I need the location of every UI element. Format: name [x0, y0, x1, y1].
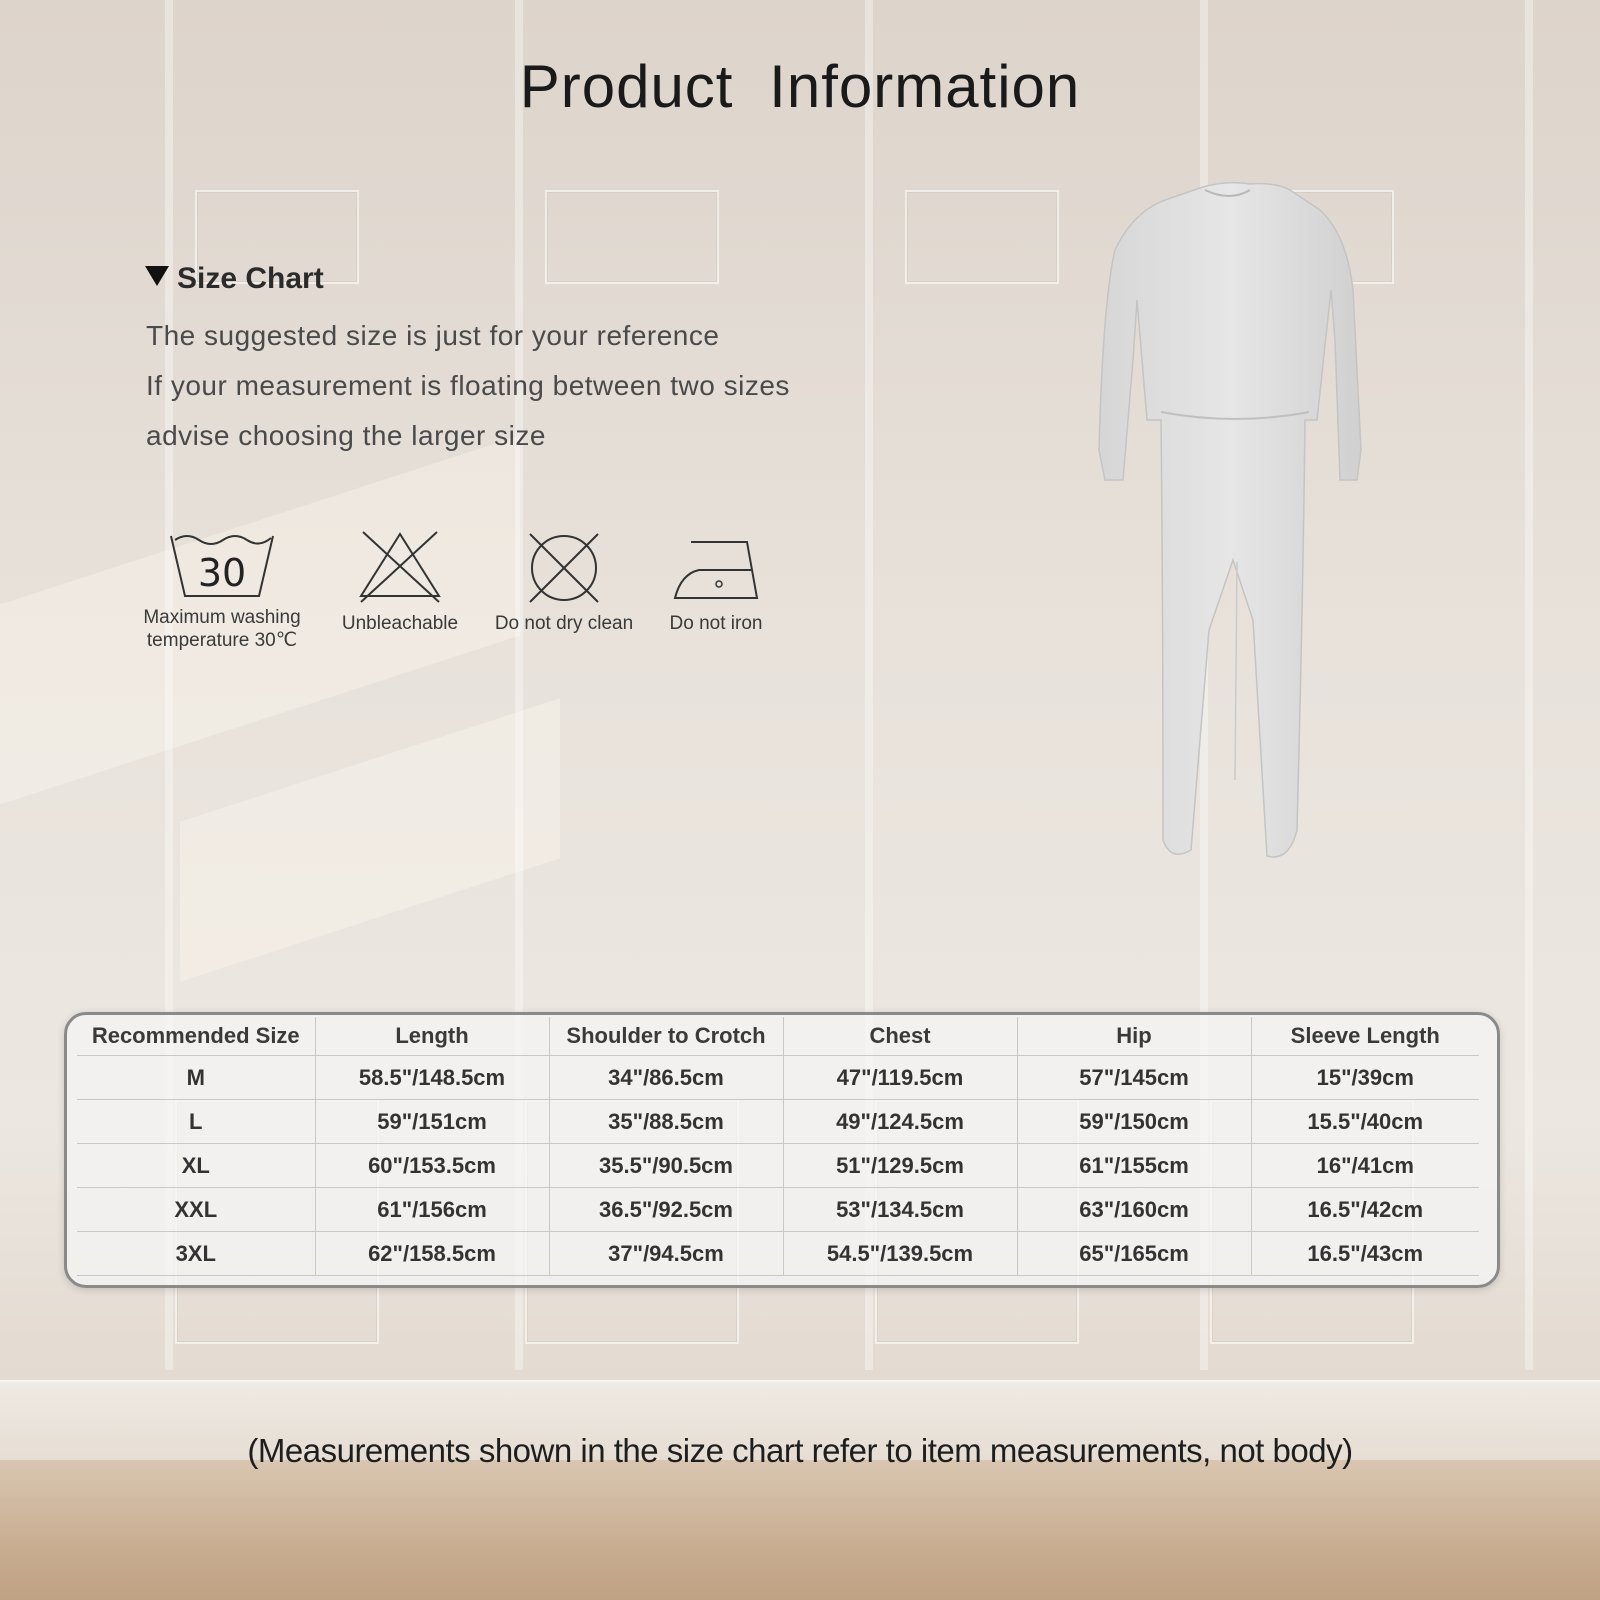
page-title: Product Information	[519, 53, 1081, 120]
table-cell: 58.5"/148.5cm	[315, 1056, 549, 1100]
table-cell: L	[77, 1100, 315, 1144]
care-item-dry-clean	[488, 530, 640, 635]
size-note-line: The suggested size is just for your reference	[146, 320, 720, 351]
care-label: Do not dry clean	[494, 613, 634, 634]
column-header: Chest	[783, 1017, 1017, 1056]
table-row	[77, 1100, 1479, 1144]
care-label: Unbleachable	[341, 613, 459, 634]
jumpsuit-image	[1085, 180, 1395, 880]
table-cell: 53"/134.5cm	[783, 1188, 1017, 1232]
table-header-row	[77, 1017, 1479, 1056]
wall-panel	[545, 190, 719, 284]
column-header: Hip	[1017, 1017, 1251, 1056]
table-row	[77, 1056, 1479, 1100]
table-cell: 15.5"/40cm	[1251, 1100, 1479, 1144]
care-label: temperature 30℃	[146, 630, 298, 651]
table-row	[77, 1188, 1479, 1232]
care-item-bleach	[332, 530, 468, 635]
table-cell: XL	[77, 1144, 315, 1188]
table-cell: 63"/160cm	[1017, 1188, 1251, 1232]
wall-pillar	[1525, 0, 1533, 1370]
table-cell: XXL	[77, 1188, 315, 1232]
table-cell: 37"/94.5cm	[549, 1232, 783, 1276]
triangle-down-icon	[145, 266, 169, 286]
size-chart-heading-label: Size Chart	[177, 262, 324, 295]
table-cell: 54.5"/139.5cm	[783, 1232, 1017, 1276]
table-cell: M	[77, 1056, 315, 1100]
care-label: Maximum washing	[143, 607, 301, 628]
no-iron-icon	[671, 530, 761, 606]
table-cell: 60"/153.5cm	[315, 1144, 549, 1188]
table-cell: 47"/119.5cm	[783, 1056, 1017, 1100]
table-cell: 36.5"/92.5cm	[549, 1188, 783, 1232]
size-table	[77, 1017, 1479, 1276]
wood-floor	[0, 1460, 1600, 1600]
table-cell: 16.5"/42cm	[1251, 1188, 1479, 1232]
table-cell: 57"/145cm	[1017, 1056, 1251, 1100]
table-cell: 51"/129.5cm	[783, 1144, 1017, 1188]
measurement-footnote: (Measurements shown in the size chart refer to item measurements, not body)	[247, 1432, 1353, 1469]
size-table-frame	[64, 1012, 1500, 1288]
table-cell: 61"/155cm	[1017, 1144, 1251, 1188]
table-cell: 3XL	[77, 1232, 315, 1276]
table-cell: 16"/41cm	[1251, 1144, 1479, 1188]
wash-temperature: 30	[197, 551, 247, 595]
no-dry-clean-icon	[526, 530, 602, 606]
table-cell: 16.5"/43cm	[1251, 1232, 1479, 1276]
table-cell: 61"/156cm	[315, 1188, 549, 1232]
no-bleach-icon	[357, 530, 443, 606]
column-header: Recommended Size	[77, 1017, 315, 1056]
table-row	[77, 1144, 1479, 1188]
table-cell: 65"/165cm	[1017, 1232, 1251, 1276]
column-header: Shoulder to Crotch	[549, 1017, 783, 1056]
care-item-iron	[656, 530, 776, 635]
care-item-wash	[136, 530, 308, 652]
table-cell: 35"/88.5cm	[549, 1100, 783, 1144]
size-chart-heading	[145, 262, 324, 296]
care-label: Do not iron	[669, 613, 763, 634]
table-cell: 49"/124.5cm	[783, 1100, 1017, 1144]
table-cell: 34"/86.5cm	[549, 1056, 783, 1100]
column-header: Sleeve Length	[1251, 1017, 1479, 1056]
size-note-line: If your measurement is floating between two sizes	[146, 370, 790, 401]
table-cell: 62"/158.5cm	[315, 1232, 549, 1276]
table-cell: 15"/39cm	[1251, 1056, 1479, 1100]
table-cell: 59"/151cm	[315, 1100, 549, 1144]
table-cell: 35.5"/90.5cm	[549, 1144, 783, 1188]
table-row	[77, 1232, 1479, 1276]
table-cell: 59"/150cm	[1017, 1100, 1251, 1144]
column-header: Length	[315, 1017, 549, 1056]
wall-panel	[905, 190, 1059, 284]
wash-30-icon	[167, 530, 277, 600]
size-note-line: advise choosing the larger size	[146, 420, 546, 451]
